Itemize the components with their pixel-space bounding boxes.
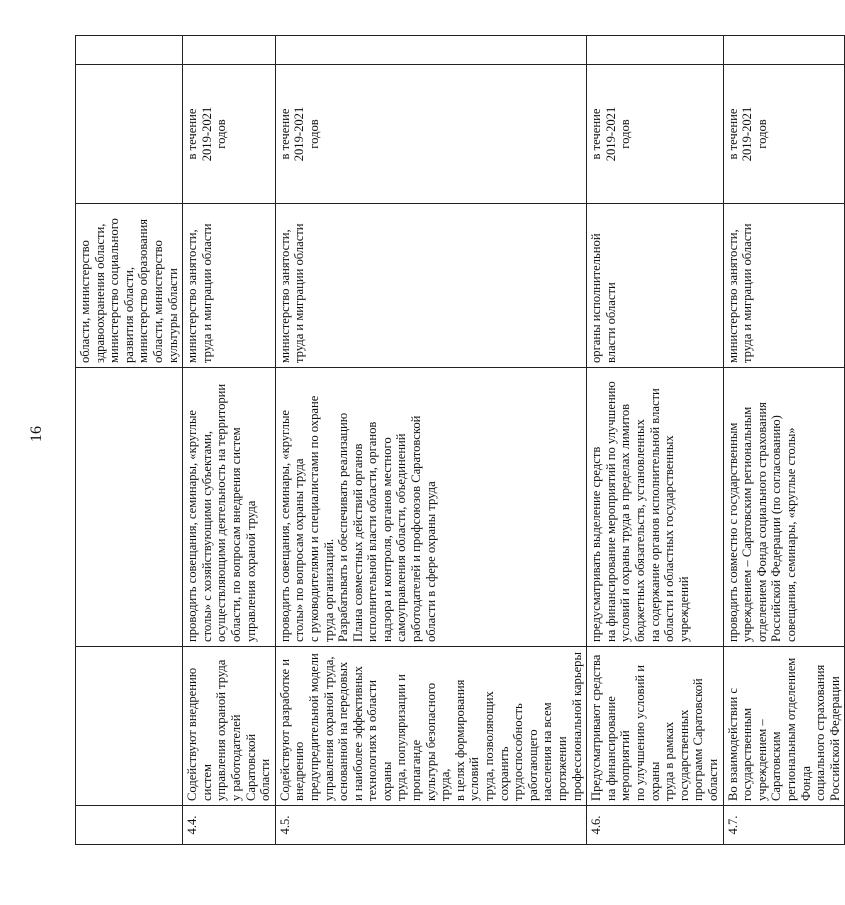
table-row xyxy=(587,36,723,845)
rotated-page-content xyxy=(75,35,842,845)
table-row xyxy=(723,36,845,845)
table-row xyxy=(76,36,183,845)
measures-cell: проводить совещания, семинары, «круглые столы» по вопросам охраны труда с руководителями и специалистами по охране труда организаций. Разрабатывать и обеспечивать реализацию Плана совместных действий органов исполнительной власти области, органов надзора и контроля, органов местного самоуправления области, объединений работодателей и профсоюзов Саратовской области в сфере охраны труда xyxy=(275,368,586,647)
executors-cell: министерство занятости, труда и миграции области xyxy=(723,204,845,368)
term-cell: в течение 2019-2021 годов xyxy=(275,65,586,204)
row-number-cell: 4.5. xyxy=(275,806,586,845)
table-row xyxy=(275,36,586,845)
measures-cell xyxy=(76,368,183,647)
executors-cell: министерство занятости, труда и миграции области xyxy=(275,204,586,368)
action-cell: Предусматривают средства на финансирование мероприятий по улучшению условий и охраны труда в рамках государственных программ Саратовской области xyxy=(587,647,723,806)
term-cell: в течение 2019-2021 годов xyxy=(183,65,276,204)
action-cell: Содействуют внедрению систем управления охраной труда у работодателей Саратовской области xyxy=(183,647,276,806)
row-number-cell: 4.7. xyxy=(723,806,845,845)
executors-cell: органы исполнительной власти области xyxy=(587,204,723,368)
executors-cell: области, министерство здравоохранения области, министерство социального развития области, министерство образования области, министерство культуры области xyxy=(76,204,183,368)
row-number-cell: 4.4. xyxy=(183,806,276,845)
action-cell: Во взаимодействии с государственным учреждением – Саратовским региональным отделением Фонда социального страхования Российской Федерации xyxy=(723,647,845,806)
action-cell xyxy=(76,647,183,806)
empty-cell xyxy=(723,36,845,65)
empty-cell xyxy=(183,36,276,65)
row-number-cell: 4.6. xyxy=(587,806,723,845)
row-number-cell xyxy=(76,806,183,845)
table-row xyxy=(183,36,276,845)
term-cell: в течение 2019-2021 годов xyxy=(723,65,845,204)
action-cell: Содействуют разработке и внедрению предупредительной модели управления охраной труда, основанной на передовых и наиболее эффективных технологиях в области охраны труда, популяризации и пропаганде культуры безопасного труда, в целях формирования условий труда, позволяющих сохранить трудоспособность работающего населения на всем протяжении профессиональной карьеры xyxy=(275,647,586,806)
measures-cell: предусматривать выделение средств на финансирование мероприятий по улучшению условий и охраны труда в пределах лимитов бюджетных обязательств, установленных на содержание органов исполнительной власти области и областных государственных учреждений xyxy=(587,368,723,647)
executors-cell: министерство занятости, труда и миграции области xyxy=(183,204,276,368)
measures-cell: проводить совещания, семинары, «круглые столы» с хозяйствующими субъектами, осуществляющими деятельность на территории области, по вопросам внедрения систем управления охраной труда xyxy=(183,368,276,647)
term-cell xyxy=(76,65,183,204)
empty-cell xyxy=(275,36,586,65)
empty-cell xyxy=(587,36,723,65)
term-cell: в течение 2019-2021 годов xyxy=(587,65,723,204)
empty-cell xyxy=(76,36,183,65)
measures-cell: проводить совместно с государственным учреждением – Саратовским региональным отделением Фонда социального страхования Российской Федерации (по согласованию) совещания, семинары, «круглые столы» xyxy=(723,368,845,647)
page-number: 16 xyxy=(28,426,45,442)
action-plan-table xyxy=(75,35,845,845)
